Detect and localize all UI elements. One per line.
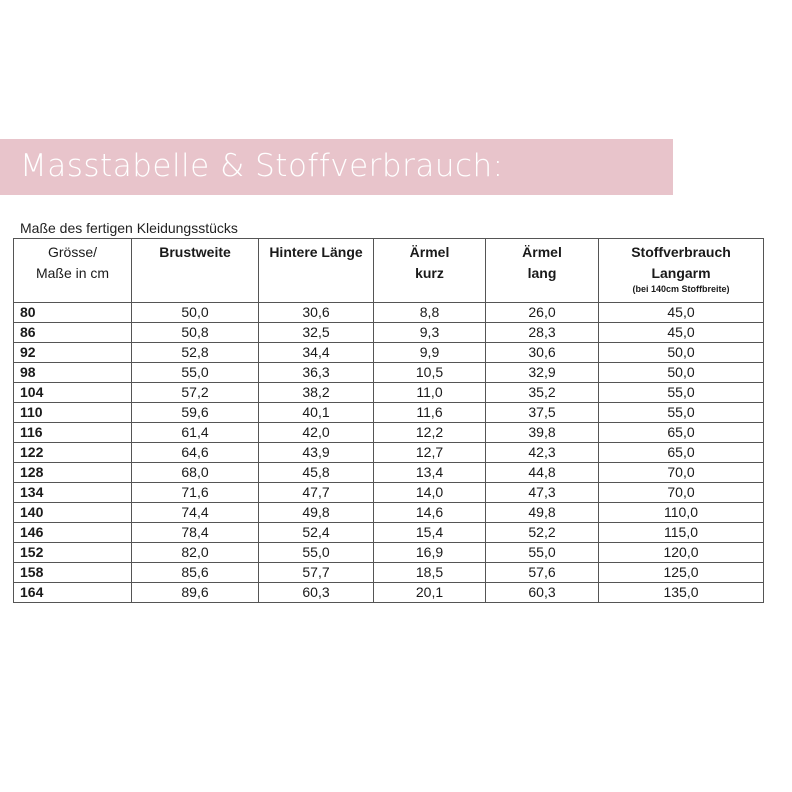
chest-cell: 78,4: [132, 523, 259, 543]
fabric-cell: 70,0: [599, 483, 764, 503]
sleeve-long-cell: 35,2: [486, 383, 599, 403]
back-length-cell: 57,7: [259, 563, 374, 583]
chest-cell: 59,6: [132, 403, 259, 423]
header-sleeve-long: [486, 239, 599, 303]
sleeve-long-cell: 32,9: [486, 363, 599, 383]
back-length-cell: 32,5: [259, 323, 374, 343]
back-length-cell: 45,8: [259, 463, 374, 483]
size-cell: 140: [14, 503, 132, 523]
sleeve-long-cell: 57,6: [486, 563, 599, 583]
sleeve-long-cell: 44,8: [486, 463, 599, 483]
sleeve-long-cell: 42,3: [486, 443, 599, 463]
table-row: [14, 583, 764, 603]
sleeve-short-cell: 20,1: [374, 583, 486, 603]
header-fabric: [599, 239, 764, 303]
header-chest-label: Brustweite: [159, 244, 231, 260]
sleeve-short-cell: 10,5: [374, 363, 486, 383]
header-back-length: [259, 239, 374, 303]
chest-cell: 68,0: [132, 463, 259, 483]
sleeve-short-cell: 18,5: [374, 563, 486, 583]
page-title: Masstabelle & Stoffverbrauch:: [20, 148, 504, 184]
header-back-length-label: Hintere Länge: [269, 244, 363, 260]
table-header-row: [14, 239, 764, 303]
table-row: [14, 483, 764, 503]
sleeve-long-cell: 28,3: [486, 323, 599, 343]
chest-cell: 85,6: [132, 563, 259, 583]
sleeve-long-cell: 37,5: [486, 403, 599, 423]
fabric-cell: 50,0: [599, 363, 764, 383]
header-sleeve-long-line2: lang: [527, 265, 557, 281]
chest-cell: 50,0: [132, 303, 259, 323]
back-length-cell: 52,4: [259, 523, 374, 543]
header-size: [14, 239, 132, 303]
back-length-cell: 43,9: [259, 443, 374, 463]
size-cell: 92: [14, 343, 132, 363]
fabric-cell: 110,0: [599, 503, 764, 523]
table-row: [14, 383, 764, 403]
header-fabric-line1: Stoffverbrauch: [631, 244, 731, 260]
size-cell: 110: [14, 403, 132, 423]
table-row: [14, 323, 764, 343]
fabric-cell: 120,0: [599, 543, 764, 563]
sleeve-long-cell: 52,2: [486, 523, 599, 543]
size-cell: 128: [14, 463, 132, 483]
size-cell: 164: [14, 583, 132, 603]
sleeve-short-cell: 16,9: [374, 543, 486, 563]
table-row: [14, 523, 764, 543]
size-cell: 146: [14, 523, 132, 543]
header-sleeve-short: [374, 239, 486, 303]
fabric-cell: 55,0: [599, 383, 764, 403]
table-row: [14, 563, 764, 583]
table-row: [14, 463, 764, 483]
sleeve-long-cell: 39,8: [486, 423, 599, 443]
sleeve-short-cell: 12,7: [374, 443, 486, 463]
size-cell: 152: [14, 543, 132, 563]
fabric-cell: 65,0: [599, 423, 764, 443]
back-length-cell: 38,2: [259, 383, 374, 403]
sleeve-short-cell: 15,4: [374, 523, 486, 543]
fabric-cell: 45,0: [599, 323, 764, 343]
size-cell: 104: [14, 383, 132, 403]
sleeve-long-cell: 49,8: [486, 503, 599, 523]
table-body: [14, 303, 764, 603]
sleeve-long-cell: 30,6: [486, 343, 599, 363]
chest-cell: 52,8: [132, 343, 259, 363]
sleeve-short-cell: 14,6: [374, 503, 486, 523]
table-caption: Maße des fertigen Kleidungsstücks: [20, 220, 238, 236]
fabric-cell: 55,0: [599, 403, 764, 423]
table-row: [14, 423, 764, 443]
back-length-cell: 34,4: [259, 343, 374, 363]
sleeve-short-cell: 8,8: [374, 303, 486, 323]
header-fabric-line2: Langarm: [651, 265, 711, 281]
chest-cell: 50,8: [132, 323, 259, 343]
size-cell: 116: [14, 423, 132, 443]
sleeve-short-cell: 14,0: [374, 483, 486, 503]
table-row: [14, 543, 764, 563]
chest-cell: 71,6: [132, 483, 259, 503]
back-length-cell: 30,6: [259, 303, 374, 323]
table-row: [14, 303, 764, 323]
chest-cell: 55,0: [132, 363, 259, 383]
chest-cell: 82,0: [132, 543, 259, 563]
sleeve-long-cell: 26,0: [486, 303, 599, 323]
fabric-cell: 70,0: [599, 463, 764, 483]
header-chest: [132, 239, 259, 303]
back-length-cell: 42,0: [259, 423, 374, 443]
back-length-cell: 36,3: [259, 363, 374, 383]
chest-cell: 61,4: [132, 423, 259, 443]
sleeve-short-cell: 9,3: [374, 323, 486, 343]
sleeve-short-cell: 11,6: [374, 403, 486, 423]
header-sleeve-short-line1: Ärmel: [409, 244, 450, 260]
fabric-cell: 125,0: [599, 563, 764, 583]
back-length-cell: 40,1: [259, 403, 374, 423]
table-row: [14, 403, 764, 423]
fabric-cell: 65,0: [599, 443, 764, 463]
sleeve-short-cell: 12,2: [374, 423, 486, 443]
header-size-line2: Maße in cm: [35, 265, 110, 281]
header-sleeve-long-line1: Ärmel: [522, 244, 562, 260]
size-cell: 158: [14, 563, 132, 583]
sleeve-short-cell: 11,0: [374, 383, 486, 403]
back-length-cell: 60,3: [259, 583, 374, 603]
size-cell: 122: [14, 443, 132, 463]
sleeve-long-cell: 55,0: [486, 543, 599, 563]
chest-cell: 57,2: [132, 383, 259, 403]
size-cell: 80: [14, 303, 132, 323]
size-cell: 86: [14, 323, 132, 343]
fabric-cell: 135,0: [599, 583, 764, 603]
sleeve-long-cell: 60,3: [486, 583, 599, 603]
fabric-cell: 50,0: [599, 343, 764, 363]
chest-cell: 64,6: [132, 443, 259, 463]
back-length-cell: 47,7: [259, 483, 374, 503]
header-fabric-note: (bei 140cm Stoffbreite): [632, 284, 730, 294]
sleeve-short-cell: 13,4: [374, 463, 486, 483]
size-cell: 98: [14, 363, 132, 383]
sleeve-long-cell: 47,3: [486, 483, 599, 503]
header-sleeve-short-line2: kurz: [415, 265, 444, 281]
back-length-cell: 49,8: [259, 503, 374, 523]
sleeve-short-cell: 9,9: [374, 343, 486, 363]
chest-cell: 74,4: [132, 503, 259, 523]
table-row: [14, 443, 764, 463]
fabric-cell: 115,0: [599, 523, 764, 543]
size-cell: 134: [14, 483, 132, 503]
table-row: [14, 363, 764, 383]
table-row: [14, 343, 764, 363]
chest-cell: 89,6: [132, 583, 259, 603]
table-row: [14, 503, 764, 523]
size-table: [13, 238, 764, 603]
header-size-line1: Grösse/: [47, 244, 97, 260]
back-length-cell: 55,0: [259, 543, 374, 563]
fabric-cell: 45,0: [599, 303, 764, 323]
